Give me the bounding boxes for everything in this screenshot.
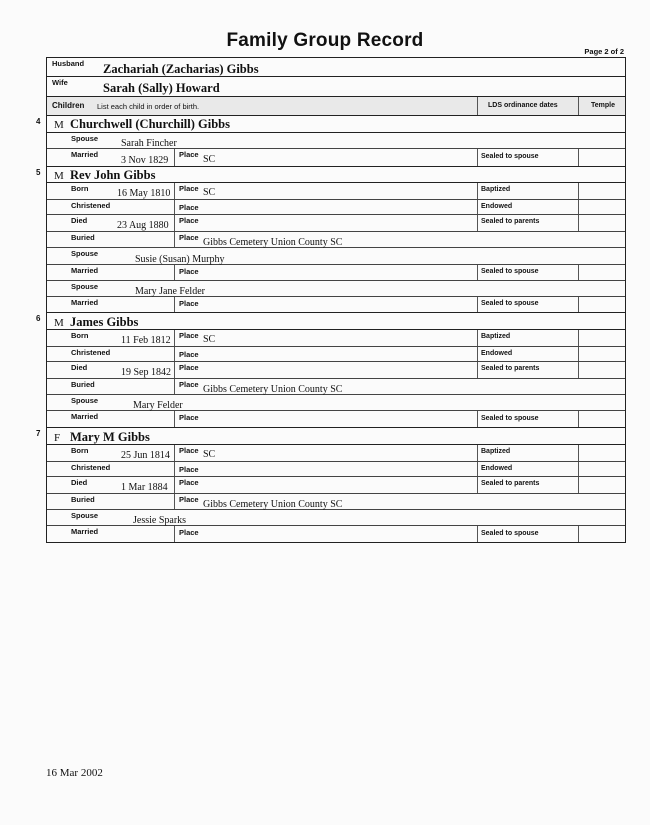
divider — [578, 362, 579, 378]
divider — [578, 462, 579, 476]
place-label: Place — [179, 350, 199, 359]
divider — [578, 526, 579, 542]
temple-header: Temple — [591, 102, 615, 109]
died-date: 1 Mar 1884 — [121, 482, 168, 493]
child-name: Rev John Gibbs — [70, 168, 156, 182]
died-label: Died — [71, 216, 88, 225]
spouse-row — [47, 133, 625, 149]
died-label: Died — [71, 363, 88, 372]
wife-row — [47, 77, 625, 97]
family-group-form — [36, 57, 626, 543]
married-row — [47, 265, 625, 281]
child-sex: M — [54, 317, 64, 329]
page-title: Family Group Record — [226, 30, 424, 51]
child-number: 5 — [36, 168, 41, 177]
spouse-row — [47, 281, 625, 297]
child-number: 4 — [36, 117, 41, 126]
divider — [477, 347, 478, 361]
buried-row — [47, 232, 625, 248]
spouse-label: Spouse — [71, 134, 99, 143]
divider — [477, 362, 478, 378]
place-label: Place — [179, 446, 199, 455]
divider — [174, 462, 175, 476]
sealed-spouse-label: Sealed to spouse — [481, 153, 539, 160]
christened-label: Christened — [71, 463, 111, 472]
divider — [477, 215, 478, 231]
divider — [578, 265, 579, 280]
divider — [174, 149, 175, 166]
divider — [578, 411, 579, 427]
place-label: Place — [179, 331, 199, 340]
divider — [477, 445, 478, 461]
married-label: Married — [71, 527, 99, 536]
christened-row — [47, 200, 625, 215]
baptized-label: Baptized — [481, 333, 511, 340]
place-label: Place — [179, 465, 199, 474]
born-place: SC — [203, 187, 216, 198]
married-label: Married — [71, 298, 99, 307]
spouse-label: Spouse — [71, 282, 99, 291]
place-label: Place — [179, 478, 199, 487]
spouse-value: Jessie Sparks — [133, 515, 187, 526]
child-sex: M — [54, 170, 64, 182]
sealed-parents-label: Sealed to parents — [481, 218, 540, 225]
divider — [477, 477, 478, 493]
divider — [174, 347, 175, 361]
divider — [477, 526, 478, 542]
born-place: SC — [203, 334, 216, 345]
died-row — [47, 215, 625, 232]
born-date: 16 May 1810 — [117, 188, 171, 199]
died-row — [47, 477, 625, 494]
spouse-row — [47, 248, 625, 265]
place-label: Place — [179, 216, 199, 225]
sealed-spouse-label: Sealed to spouse — [481, 300, 539, 307]
child-name-row — [36, 428, 625, 445]
married-label: Married — [71, 150, 99, 159]
divider — [174, 297, 175, 312]
divider — [578, 297, 579, 312]
christened-label: Christened — [71, 348, 111, 357]
baptized-label: Baptized — [481, 448, 511, 455]
married-place: SC — [203, 154, 216, 165]
spouse-label: Spouse — [71, 396, 99, 405]
divider — [477, 97, 478, 115]
place-label: Place — [179, 528, 199, 537]
spouse-value: Mary Jane Felder — [135, 286, 205, 297]
footer-date: 16 Mar 2002 — [46, 767, 103, 779]
husband-row — [47, 58, 625, 77]
divider — [578, 215, 579, 231]
buried-row — [47, 379, 625, 395]
divider — [174, 183, 175, 199]
sealed-spouse-label: Sealed to spouse — [481, 268, 539, 275]
child-sex: M — [54, 119, 64, 131]
born-label: Born — [71, 184, 89, 193]
spouse-value: Susie (Susan) Murphy — [135, 254, 225, 265]
child-name: Churchwell (Churchill) Gibbs — [70, 117, 230, 131]
divider — [578, 347, 579, 361]
wife-name: Sarah (Sally) Howard — [103, 81, 220, 95]
born-row — [47, 445, 625, 462]
divider — [174, 215, 175, 231]
buried-place: Gibbs Cemetery Union County SC — [203, 499, 343, 510]
divider — [477, 183, 478, 199]
divider — [174, 494, 175, 509]
died-date: 19 Sep 1842 — [121, 367, 171, 378]
sealed-parents-label: Sealed to parents — [481, 480, 540, 487]
spouse-label: Spouse — [71, 249, 99, 258]
child-sex: F — [54, 432, 61, 444]
buried-label: Buried — [71, 380, 95, 389]
married-row — [47, 149, 625, 167]
children-header — [47, 97, 625, 116]
place-label: Place — [179, 203, 199, 212]
endowed-label: Endowed — [481, 350, 513, 357]
died-date: 23 Aug 1880 — [117, 220, 169, 231]
born-label: Born — [71, 446, 89, 455]
children-note: List each child in order of birth. — [97, 102, 200, 111]
married-row — [47, 526, 625, 543]
born-date: 11 Feb 1812 — [121, 335, 171, 346]
born-place: SC — [203, 449, 216, 460]
sealed-parents-label: Sealed to parents — [481, 365, 540, 372]
endowed-label: Endowed — [481, 203, 513, 210]
divider — [477, 149, 478, 166]
divider — [477, 265, 478, 280]
married-row — [47, 297, 625, 313]
child-name-row — [36, 116, 625, 133]
buried-row — [47, 494, 625, 510]
lds-header: LDS ordinance dates — [488, 102, 558, 109]
divider — [578, 200, 579, 214]
married-label: Married — [71, 266, 99, 275]
wife-label: Wife — [52, 78, 68, 87]
born-row — [47, 330, 625, 347]
married-row — [47, 411, 625, 428]
sealed-spouse-label: Sealed to spouse — [481, 415, 539, 422]
divider — [174, 411, 175, 427]
spouse-label: Spouse — [71, 511, 99, 520]
divider — [174, 445, 175, 461]
divider — [578, 97, 579, 115]
divider — [477, 330, 478, 346]
place-label: Place — [179, 495, 199, 504]
place-label: Place — [179, 413, 199, 422]
died-label: Died — [71, 478, 88, 487]
child-name: Mary M Gibbs — [70, 430, 150, 444]
spouse-row — [47, 510, 625, 526]
divider — [174, 330, 175, 346]
baptized-label: Baptized — [481, 186, 511, 193]
christened-label: Christened — [71, 201, 111, 210]
spouse-row — [47, 395, 625, 411]
place-label: Place — [179, 150, 199, 159]
spouse-value: Sarah Fincher — [121, 138, 177, 149]
place-label: Place — [179, 233, 199, 242]
divider — [578, 183, 579, 199]
sealed-spouse-label: Sealed to spouse — [481, 530, 539, 537]
child-name-row — [36, 167, 625, 183]
born-row — [47, 183, 625, 200]
christened-row — [47, 347, 625, 362]
divider — [174, 379, 175, 394]
married-label: Married — [71, 412, 99, 421]
buried-place: Gibbs Cemetery Union County SC — [203, 384, 343, 395]
divider — [174, 200, 175, 214]
divider — [578, 330, 579, 346]
spouse-value: Mary Felder — [133, 400, 183, 411]
divider — [477, 411, 478, 427]
divider — [578, 149, 579, 166]
place-label: Place — [179, 267, 199, 276]
divider — [174, 526, 175, 542]
place-label: Place — [179, 184, 199, 193]
place-label: Place — [179, 380, 199, 389]
divider — [578, 445, 579, 461]
husband-name: Zachariah (Zacharias) Gibbs — [103, 62, 259, 76]
husband-label: Husband — [52, 59, 85, 68]
endowed-label: Endowed — [481, 465, 513, 472]
divider — [477, 462, 478, 476]
divider — [174, 362, 175, 378]
died-row — [47, 362, 625, 379]
christened-row — [47, 462, 625, 477]
buried-label: Buried — [71, 495, 95, 504]
page-number: Page 2 of 2 — [584, 47, 624, 56]
divider — [578, 477, 579, 493]
child-number: 7 — [36, 429, 41, 438]
buried-place: Gibbs Cemetery Union County SC — [203, 237, 343, 248]
child-name-row — [36, 313, 625, 330]
divider — [174, 265, 175, 280]
buried-label: Buried — [71, 233, 95, 242]
place-label: Place — [179, 299, 199, 308]
married-date: 3 Nov 1829 — [121, 155, 169, 166]
child-number: 6 — [36, 314, 41, 323]
place-label: Place — [179, 363, 199, 372]
divider — [477, 200, 478, 214]
children-label: Children — [52, 101, 85, 110]
child-name: James Gibbs — [70, 315, 139, 329]
divider — [174, 232, 175, 247]
born-label: Born — [71, 331, 89, 340]
divider — [477, 297, 478, 312]
born-date: 25 Jun 1814 — [121, 450, 170, 461]
divider — [174, 477, 175, 493]
